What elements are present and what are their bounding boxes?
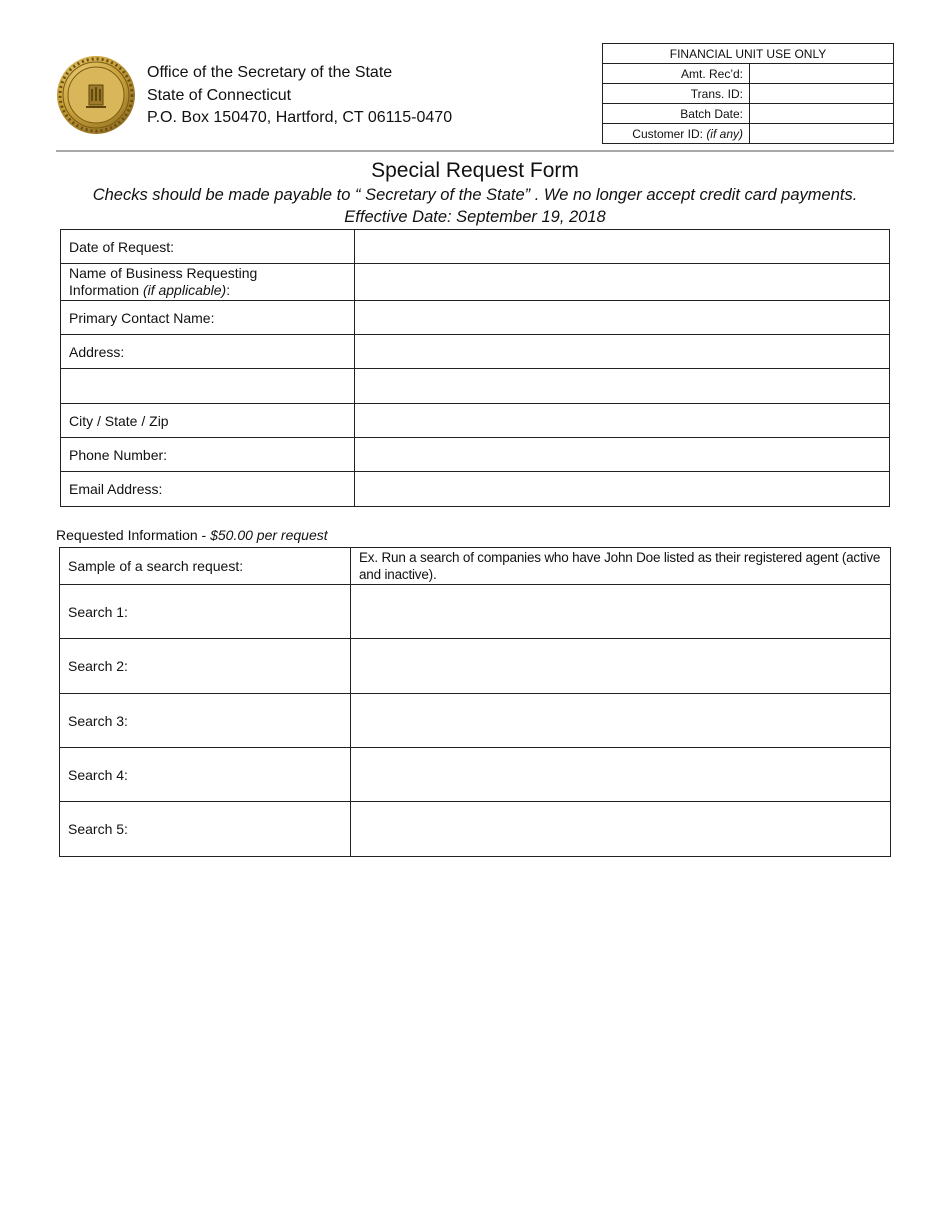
- state-seal-icon: [56, 55, 136, 135]
- effective-date: Effective Date: September 19, 2018: [344, 208, 606, 226]
- search-5-field[interactable]: [351, 802, 891, 857]
- address-line1-field[interactable]: [355, 335, 890, 369]
- phone-number-label: Phone Number:: [61, 438, 355, 472]
- search-1-field[interactable]: [351, 585, 891, 639]
- business-name-label-note: (if applicable): [142, 282, 227, 298]
- business-name-field[interactable]: [355, 264, 890, 301]
- primary-contact-field[interactable]: [355, 301, 890, 335]
- date-of-request-field[interactable]: [355, 230, 890, 264]
- customer-id-note: (if any): [706, 126, 743, 141]
- trans-id-label: Trans. ID:: [603, 84, 750, 104]
- search-4-field[interactable]: [351, 748, 891, 802]
- office-po-box: P.O. Box 150470, Hartford, CT 06115-0470: [147, 109, 453, 126]
- batch-date-label: Batch Date:: [603, 104, 750, 124]
- date-of-request-label: Date of Request:: [61, 230, 355, 264]
- header-divider: [56, 150, 894, 152]
- contact-info-table: [60, 229, 890, 507]
- email-address-label: Email Address:: [61, 472, 355, 507]
- financial-unit-header: FINANCIAL UNIT USE ONLY: [603, 44, 894, 64]
- search-1-label: Search 1:: [60, 585, 351, 639]
- trans-id-field[interactable]: [750, 84, 894, 104]
- office-state: State of Connecticut: [147, 86, 292, 104]
- customer-id-label: [603, 124, 750, 144]
- financial-unit-table: [602, 43, 894, 144]
- address-line2-label-cell: [61, 369, 355, 404]
- search-4-label: Search 4:: [60, 748, 351, 802]
- address-line2-field[interactable]: [355, 369, 890, 404]
- search-3-label: Search 3:: [60, 694, 351, 748]
- business-name-label-line2: Information: [69, 282, 143, 298]
- sample-search-label: Sample of a search request:: [60, 548, 351, 585]
- address-label: Address:: [61, 335, 355, 369]
- requested-info-heading: [56, 527, 328, 543]
- phone-number-field[interactable]: [355, 438, 890, 472]
- business-name-label-line1: Name of Business Requesting: [69, 265, 258, 281]
- amount-received-field[interactable]: [750, 64, 894, 84]
- payment-notice: [0, 184, 950, 228]
- business-name-label: [61, 264, 355, 301]
- search-3-field[interactable]: [351, 694, 891, 748]
- city-state-zip-field[interactable]: [355, 404, 890, 438]
- batch-date-field[interactable]: [750, 104, 894, 124]
- customer-id-text: Customer ID:: [632, 126, 703, 141]
- amount-received-label: Amt. Rec’d:: [603, 64, 750, 84]
- search-2-label: Search 2:: [60, 639, 351, 694]
- form-title: Special Request Form: [371, 159, 579, 182]
- email-address-field[interactable]: [355, 472, 890, 507]
- business-name-label-colon: :: [226, 282, 231, 298]
- sample-search-text: Ex. Run a search of companies who have John Doe listed as their registered agent (active and inactive).: [351, 548, 891, 585]
- office-name: Office of the Secretary of the State: [147, 64, 393, 81]
- customer-id-field[interactable]: [750, 124, 894, 144]
- office-address-block: [147, 62, 452, 130]
- search-request-table: [59, 547, 891, 857]
- city-state-zip-label: City / State / Zip: [61, 404, 355, 438]
- search-2-field[interactable]: [351, 639, 891, 694]
- primary-contact-label: Primary Contact Name:: [61, 301, 355, 335]
- requested-info-price: $50.00 per request: [210, 527, 328, 543]
- payment-notice-text: Checks should be made payable to “ Secretary of the State” . We no longer accept credit card payments.: [92, 186, 858, 204]
- requested-info-label: Requested Information -: [56, 527, 211, 543]
- search-5-label: Search 5:: [60, 802, 351, 857]
